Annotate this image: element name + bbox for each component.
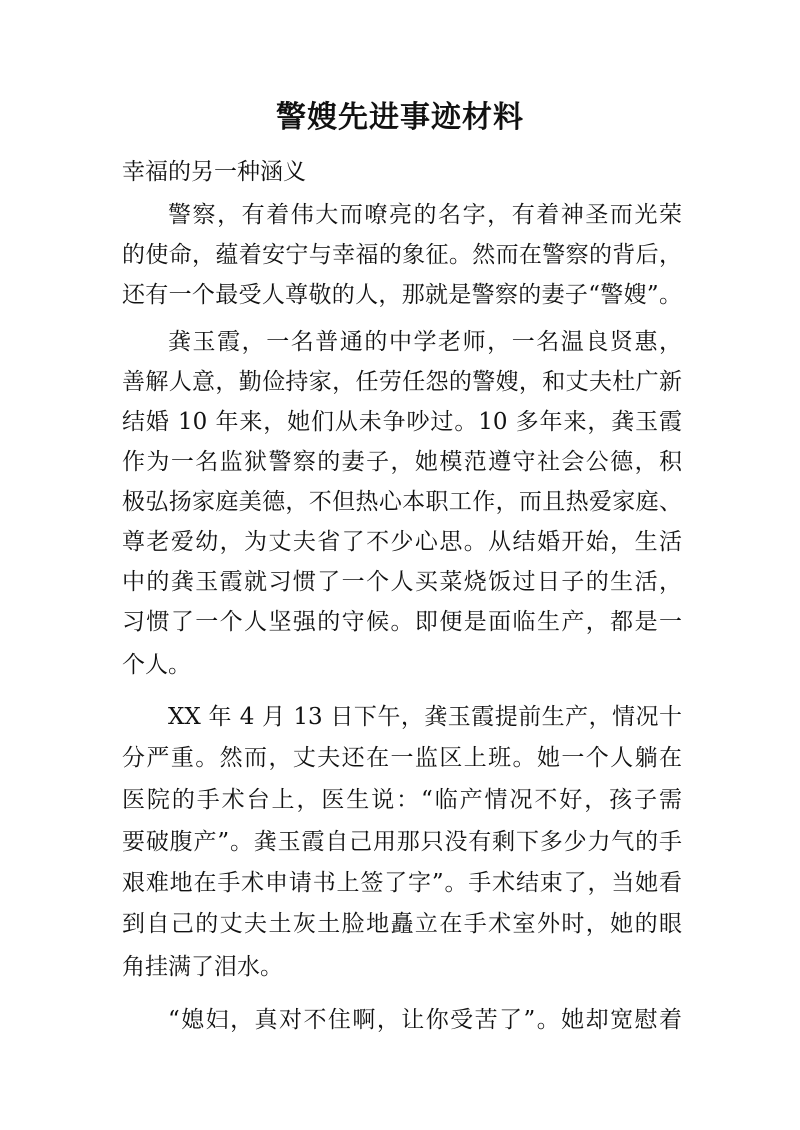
text-line: 艰难地在手术申请书上签了字”。手术结束了，当她看 [122, 870, 682, 896]
text-line: 医院的手术台上，医生说：“临产情况不好，孩子需 [122, 787, 682, 813]
text-line: “媳妇，真对不住啊，让你受苦了”。她却宽慰着 [168, 1007, 682, 1033]
text-line: 极弘扬家庭美德，不但热心本职工作，而且热爱家庭、 [122, 489, 682, 515]
text-line: 善解人意，勤俭持家，任劳任怨的警嫂，和丈夫杜广新 [122, 369, 682, 395]
text-line: 到自己的丈夫土灰土脸地矗立在手术室外时，她的眼 [122, 911, 682, 937]
text-line: 个人。 [122, 652, 191, 678]
text-line: 分严重。然而，丈夫还在一监区上班。她一个人躺在 [122, 745, 682, 771]
text-line: 警察，有着伟大而嘹亮的名字，有着神圣而光荣 [168, 202, 682, 228]
text-line: 角挂满了泪水。 [122, 954, 283, 980]
text-line: 尊老爱幼，为丈夫省了不少心思。从结婚开始，生活 [122, 529, 682, 555]
text-line: 中的龚玉霞就习惯了一个人买菜烧饭过日子的生活， [122, 569, 682, 595]
text-line: 结婚 10 年来，她们从未争吵过。10 多年来，龚玉霞 [122, 409, 682, 435]
document-title: 警嫂先进事迹材料 [276, 100, 524, 135]
text-line: 的使命，蕴着安宁与幸福的象征。然而在警察的背后， [122, 242, 682, 268]
text-line: 龚玉霞，一名普通的中学老师，一名温良贤惠， [168, 329, 682, 355]
text-line: 习惯了一个人坚强的守候。即便是面临生产，都是一 [122, 609, 682, 635]
text-line: 还有一个最受人尊敬的人，那就是警察的妻子“警嫂”。 [122, 282, 682, 308]
text-line: 要破腹产”。龚玉霞自己用那只没有剩下多少力气的手 [122, 829, 682, 855]
document-subtitle: 幸福的另一种涵义 [122, 159, 306, 185]
text-line: 作为一名监狱警察的妻子，她模范遵守社会公德，积 [122, 449, 682, 475]
text-line: XX 年 4 月 13 日下午，龚玉霞提前生产，情况十 [168, 704, 682, 730]
